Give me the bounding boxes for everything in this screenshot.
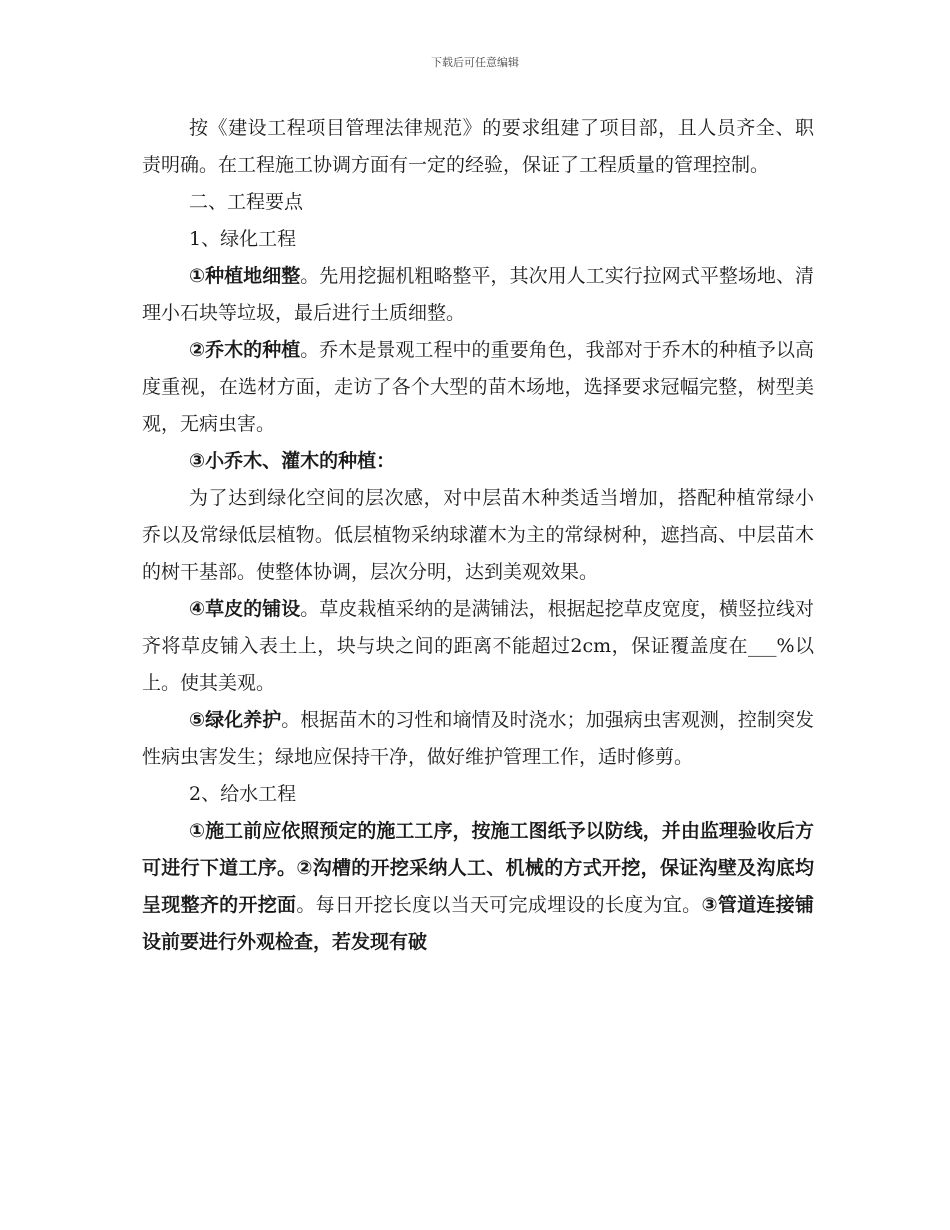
item-1-text: 。先用挖掘机粗略整平，其次用人工实行拉网式平整场地、清理小石块等垃圾，最后进行土质细整。: [142, 265, 814, 324]
water-text-1: 。每日开挖长度以当天可完成埋设的长度为宜。: [296, 894, 702, 916]
item-2-text: 。乔木是景观工程中的重要角色，我部对于乔木的种植予以高度重视，在选材方面，走访了各个大型的苗木场地，选择要求冠幅完整，树型美观，无病虫害。: [142, 339, 814, 435]
item-4: [142, 591, 814, 702]
subsection-heading-greening: 1、绿化工程: [189, 228, 297, 250]
page-header: 下载后可任意编辑: [431, 56, 519, 69]
item-5-text: 。根据苗木的习性和墒情及时浇水；加强病虫害观测，控制突发性病虫害发生；绿地应保持干净，做好维护管理工作，适时修剪。: [142, 709, 814, 768]
water-bold-2: ③管道连接铺设前要进行外观检查，若发现有破: [142, 894, 814, 953]
item-5: [142, 702, 814, 776]
paragraph-intro: 按《建设工程项目管理法律规范》的要求组建了项目部，且人员齐全、职责明确。在工程施工协调方面有一定的经验，保证了工程质量的管理控制。: [142, 117, 814, 176]
item-1: [142, 258, 814, 332]
item-2: [142, 332, 814, 443]
water-bold-1: ①施工前应依照预定的施工工序，按施工图纸予以防线，并由监理验收后方可进行下道工序。②沟槽的开挖采纳人工、机械的方式开挖，保证沟壁及沟底均呈现整齐的开挖面: [142, 820, 814, 916]
subsection-heading-water: 2、给水工程: [189, 783, 297, 805]
item-5-title: ⑤绿化养护: [189, 709, 282, 731]
item-4-title: ④草皮的铺设: [189, 598, 301, 620]
water-paragraph: [142, 813, 814, 961]
item-1-title: ①种植地细整: [189, 265, 301, 287]
item-3-text: 为了达到绿化空间的层次感，对中层苗木种类适当增加，搭配种植常绿小乔以及常绿低层植物。低层植物采纳球灌木为主的常绿树种，遮挡高、中层苗木的树干基部。使整体协调，层次分明，达到美观效果。: [142, 487, 814, 583]
section-heading: 二、工程要点: [189, 191, 304, 213]
item-3-title: ③小乔木、灌木的种植：: [189, 450, 396, 472]
document-body: [142, 110, 814, 961]
item-4-text: 。草皮栽植采纳的是满铺法，根据起挖草皮宽度，横竖拉线对齐将草皮铺入表土上，块与块之间的距离不能超过2cm，保证覆盖度在___%以上。使其美观。: [142, 598, 814, 694]
item-2-title: ②乔木的种植: [189, 339, 301, 361]
